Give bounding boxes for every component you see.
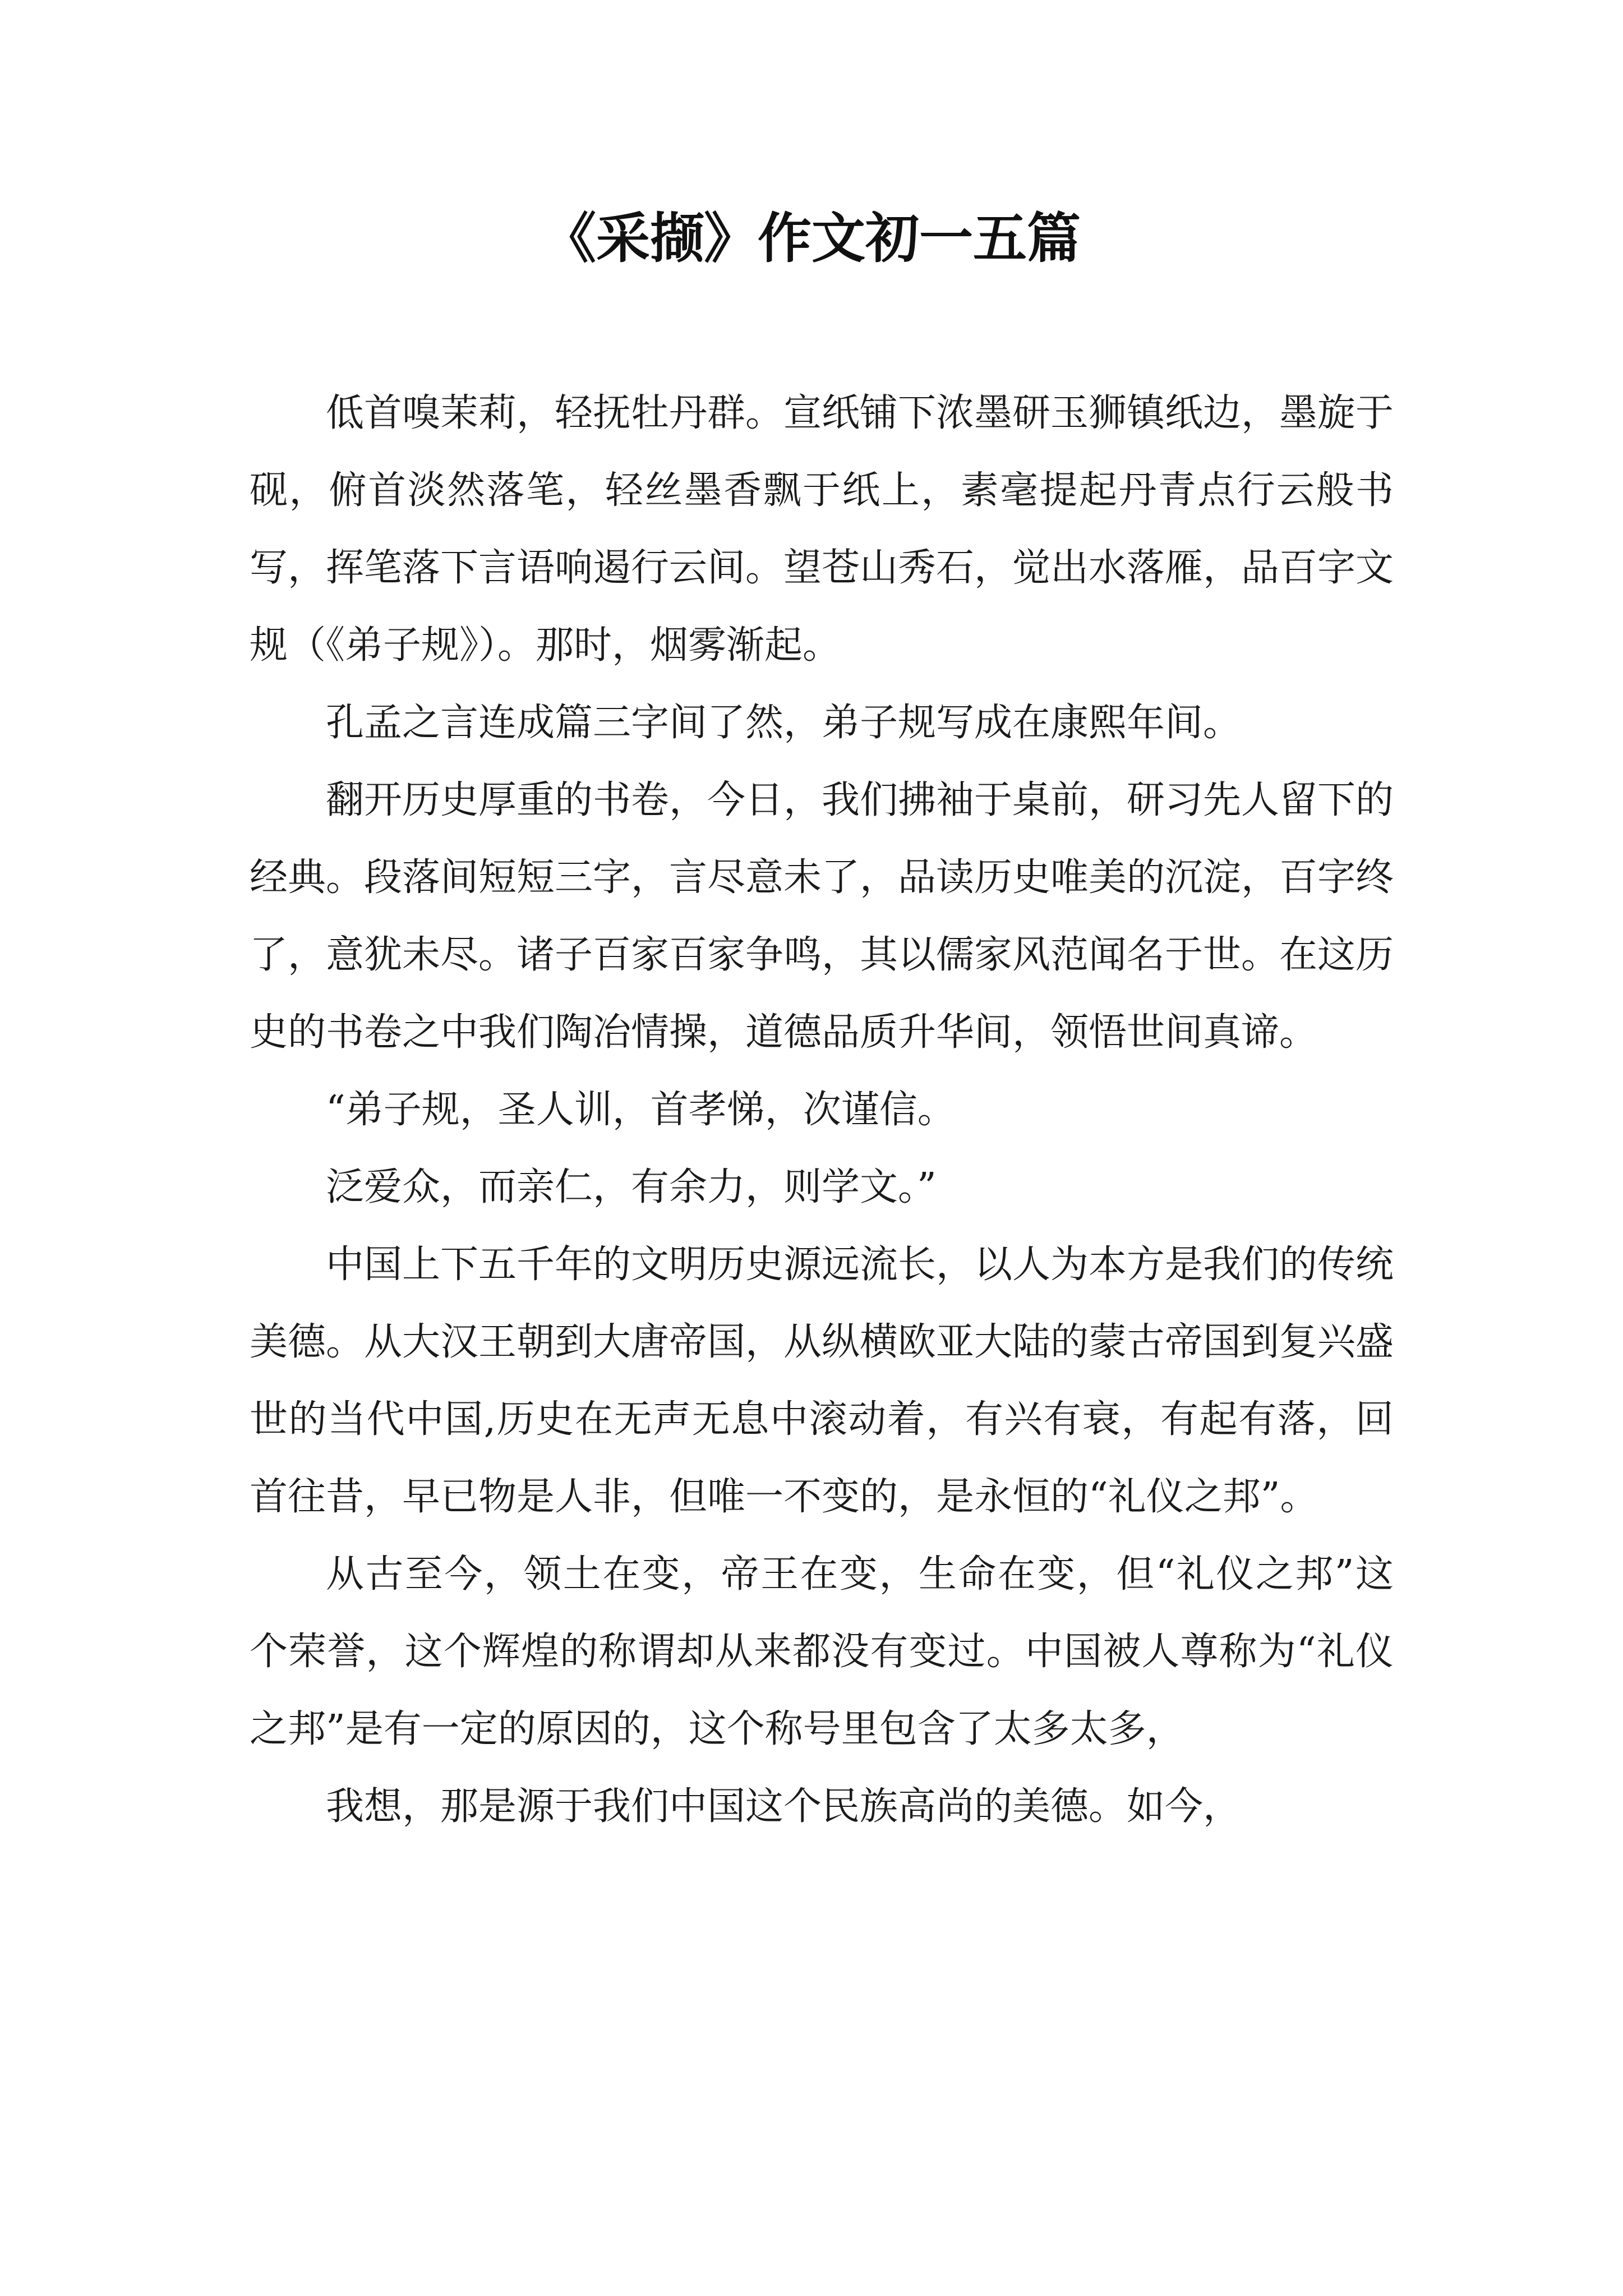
document-body [250, 375, 1394, 1846]
paragraph: 翻开历史厚重的书卷，今日，我们拂袖于桌前，研习先人留下的经典。段落间短短三字，言尽意未了，品读历史唯美的沉淀，百字终了，意犹未尽。诸子百家百家争鸣，其以儒家风范闻名于世。在这历史的书卷之中我们陶冶情操，道德品质升华间，领悟世间真谛。 [250, 778, 1394, 1055]
paragraph: 低首嗅茉莉，轻抚牡丹群。宣纸铺下浓墨研玉狮镇纸边，墨旋于砚，俯首淡然落笔，轻丝墨香飘于纸上，素毫提起丹青点行云般书写，挥笔落下言语响遏行云间。望苍山秀石，觉出水落雁，品百字文规（《弟子规》）。那时，烟雾渐起。 [250, 391, 1394, 668]
document-title: 《采撷》作文初一五篇 [542, 206, 1081, 270]
paragraph: 我想，那是源于我们中国这个民族高尚的美德。如今， [326, 1784, 1242, 1829]
paragraph: 中国上下五千年的文明历史源远流长，以人为本方是我们的传统美德。从大汉王朝到大唐帝国，从纵横欧亚大陆的蒙古帝国到复兴盛世的当代中国,历史在无声无息中滚动着，有兴有衰，有起有落，回首往昔，早已物是人非，但唯一不变的，是永恒的“礼仪之邦”。 [250, 1243, 1394, 1519]
quote-line: 泛爱众，而亲仁，有余力，则学文。” [326, 1165, 937, 1209]
paragraph: 孔孟之言连成篇三字间了然，弟子规写成在康熙年间。 [326, 701, 1242, 745]
paragraph: 从古至今，领土在变，帝王在变，生命在变，但“礼仪之邦”这个荣誉，这个辉煌的称谓却从来都没有变过。中国被人尊称为“礼仪之邦”是有一定的原因的，这个称号里包含了太多太多， [250, 1552, 1394, 1751]
quote-line: “弟子规，圣人训，首孝悌，次谨信。 [326, 1088, 956, 1132]
